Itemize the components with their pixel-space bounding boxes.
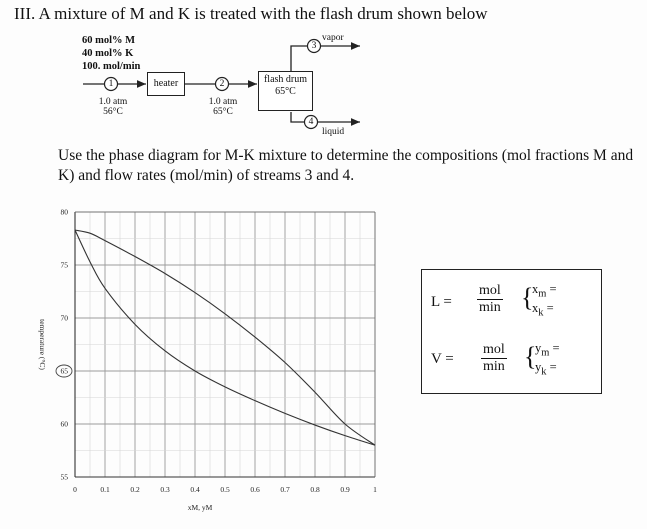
feed-line-1: 60 mol% M bbox=[82, 35, 136, 46]
x-tick-label: 0.3 bbox=[160, 485, 170, 494]
feed-line-3: 100. mol/min bbox=[82, 61, 141, 72]
stream-2-conditions bbox=[201, 97, 245, 117]
stream-2-temp: 65°C bbox=[213, 107, 233, 117]
liquid-label: liquid bbox=[322, 127, 345, 137]
x-tick-label: 0.9 bbox=[340, 485, 350, 494]
x-tick-label: 0.4 bbox=[190, 485, 200, 494]
yk-subscript: k bbox=[541, 366, 547, 378]
xk-subscript: k bbox=[538, 307, 544, 319]
xm-symbol: x bbox=[532, 282, 539, 296]
x-tick-label: 0.6 bbox=[250, 485, 260, 494]
ym-subscript: m bbox=[541, 347, 550, 359]
chart-ticks bbox=[38, 208, 377, 513]
answer-box bbox=[421, 269, 602, 394]
flash-drum-label: flash drum bbox=[263, 74, 308, 85]
stream-1-temp: 56°C bbox=[103, 107, 123, 117]
xk-symbol: x bbox=[532, 301, 539, 315]
V-units-numerator: mol bbox=[483, 342, 505, 357]
x-tick-label: 0.8 bbox=[310, 485, 320, 494]
V-units bbox=[481, 342, 507, 375]
xk-equals: = bbox=[546, 301, 554, 315]
yk-symbol: y bbox=[535, 360, 542, 374]
x-tick-label: 0.1 bbox=[100, 485, 110, 494]
V-units-denominator: min bbox=[483, 359, 505, 374]
x-tick-label: 0.2 bbox=[130, 485, 140, 494]
liquid-line bbox=[291, 112, 360, 122]
x-tick-label: 0.5 bbox=[220, 485, 230, 494]
flash-drum-box bbox=[258, 71, 313, 111]
feed-line-2: 40 mol% K bbox=[82, 48, 134, 59]
y-tick-label: 70 bbox=[60, 313, 68, 323]
stream-1-conditions bbox=[91, 97, 135, 117]
flash-drum-temp: 65°C bbox=[275, 86, 296, 97]
y-tick-label: 55 bbox=[60, 472, 68, 482]
V-label: V = bbox=[431, 351, 454, 367]
vapor-line bbox=[291, 46, 360, 72]
x-tick-label: 0.7 bbox=[280, 485, 290, 494]
stream-2-pressure: 1.0 atm bbox=[208, 97, 238, 107]
L-brace: { bbox=[521, 283, 534, 312]
instruction-text: Use the phase diagram for M-K mixture to determine the compositions (mol fractions M and K) and flow rates (mol/min) of streams 3 and 4. bbox=[58, 147, 634, 184]
stream-3-number: 3 bbox=[311, 41, 317, 51]
L-units bbox=[477, 283, 503, 316]
problem-title: III. A mixture of M and K is treated with the flash drum shown below bbox=[14, 4, 488, 23]
x-axis-title: xM, yM bbox=[187, 503, 213, 512]
flowsheet-diagram bbox=[0, 0, 647, 146]
xm-subscript: m bbox=[538, 288, 547, 300]
stream-1-number: 1 bbox=[108, 79, 114, 89]
ym-equals: = bbox=[552, 341, 560, 355]
x-tick-label: 0 bbox=[73, 485, 77, 494]
yk-equals: = bbox=[549, 360, 557, 374]
y-tick-label: 75 bbox=[60, 260, 68, 270]
y-tick-label: 60 bbox=[60, 419, 68, 429]
xm-line bbox=[532, 282, 557, 300]
heater-box: heater bbox=[147, 72, 185, 96]
vapor-label: vapor bbox=[322, 33, 344, 43]
stream-1-pressure: 1.0 atm bbox=[98, 97, 128, 107]
ym-symbol: y bbox=[535, 341, 542, 355]
L-units-denominator: min bbox=[479, 300, 501, 315]
ym-line bbox=[535, 341, 560, 359]
V-brace: { bbox=[524, 342, 537, 371]
stream-2-number: 2 bbox=[219, 79, 225, 89]
y-axis-title: temperature (°C) bbox=[38, 319, 47, 370]
L-label: L = bbox=[431, 294, 452, 310]
y-tick-label: 80 bbox=[60, 207, 68, 217]
L-units-numerator: mol bbox=[479, 283, 501, 298]
stream-4-number: 4 bbox=[308, 117, 314, 127]
chart-grid bbox=[75, 212, 375, 477]
yk-line bbox=[535, 360, 557, 378]
phase-diagram-chart bbox=[0, 200, 400, 529]
xk-line bbox=[532, 301, 554, 319]
xm-equals: = bbox=[549, 282, 557, 296]
y-tick-label: 65 bbox=[60, 366, 68, 376]
x-tick-label: 1 bbox=[373, 485, 377, 494]
